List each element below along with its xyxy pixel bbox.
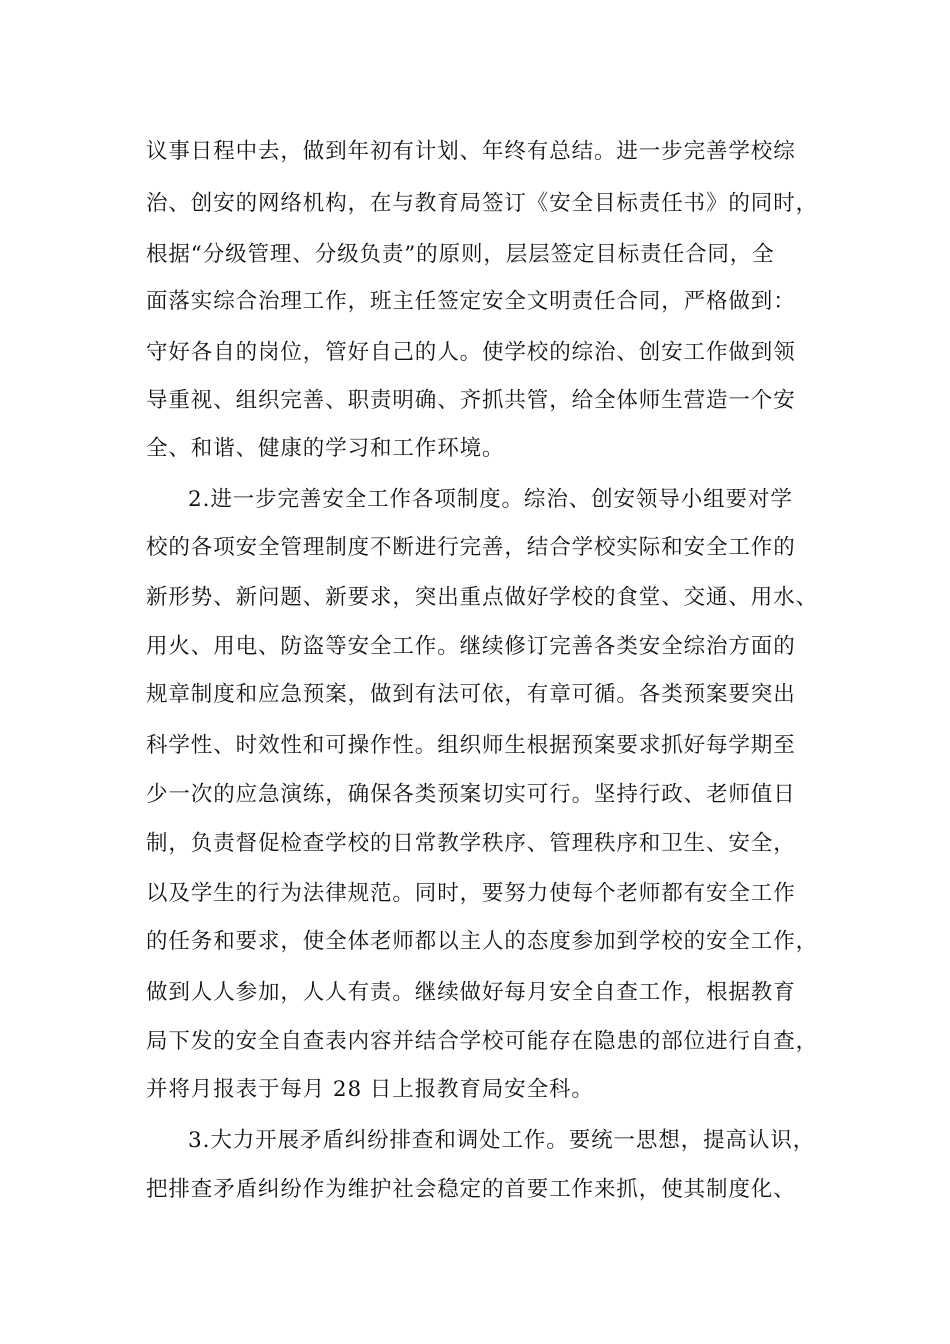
body-text-line: 守好各自的岗位，管好自己的人。使学校的综治、创安工作做到领 bbox=[146, 340, 796, 365]
body-text-line: 做到人人参加，人人有责。继续做好每月安全自查工作，根据教育 bbox=[146, 980, 796, 1005]
body-text-line: 校的各项安全管理制度不断进行完善，结合学校实际和安全工作的 bbox=[146, 535, 796, 560]
paragraph-start-line: 3.大力开展矛盾纠纷排查和调处工作。要统一思想，提高认识， bbox=[188, 1128, 816, 1153]
body-text-line: 把排查矛盾纠纷作为维护社会稳定的首要工作来抓，使其制度化、 bbox=[146, 1177, 796, 1202]
body-text-line: 并将月报表于每月 28 日上报教育局安全科。 bbox=[146, 1077, 594, 1102]
body-text-line: 议事日程中去，做到年初有计划、年终有总结。进一步完善学校综 bbox=[146, 139, 796, 164]
body-text-line: 科学性、时效性和可操作性。组织师生根据预案要求抓好每学期至 bbox=[146, 733, 796, 758]
body-text-line: 的任务和要求，使全体老师都以主人的态度参加到学校的安全工作， bbox=[146, 929, 819, 954]
body-text-line: 用火、用电、防盗等安全工作。继续修订完善各类安全综治方面的 bbox=[146, 634, 796, 659]
body-text-line: 全、和谐、健康的学习和工作环境。 bbox=[146, 436, 505, 461]
body-text-line: 制，负责督促检查学校的日常教学秩序、管理秩序和卫生、安全， bbox=[146, 831, 796, 856]
body-text-line: 根据“分级管理、分级负责”的原则，层层签定目标责任合同，全 bbox=[146, 242, 775, 267]
body-text-line: 导重视、组织完善、职责明确、齐抓共管，给全体师生营造一个安 bbox=[146, 388, 796, 413]
paragraph-start-line: 2.进一步完善安全工作各项制度。综治、创安领导小组要对学 bbox=[188, 487, 793, 512]
body-text-line: 治、创安的网络机构，在与教育局签订《安全目标责任书》的同时， bbox=[146, 191, 819, 216]
body-text-line: 面落实综合治理工作，班主任签定安全文明责任合同，严格做到： bbox=[146, 289, 796, 314]
body-text-line: 以及学生的行为法律规范。同时，要努力使每个老师都有安全工作 bbox=[146, 881, 796, 906]
body-text-line: 少一次的应急演练，确保各类预案切实可行。坚持行政、老师值日 bbox=[146, 782, 796, 807]
body-text-line: 新形势、新问题、新要求，突出重点做好学校的食堂、交通、用水、 bbox=[146, 585, 819, 610]
body-text-line: 规章制度和应急预案，做到有法可依，有章可循。各类预案要突出 bbox=[146, 682, 796, 707]
body-text-line: 局下发的安全自查表内容并结合学校可能存在隐患的部位进行自查， bbox=[146, 1029, 819, 1054]
